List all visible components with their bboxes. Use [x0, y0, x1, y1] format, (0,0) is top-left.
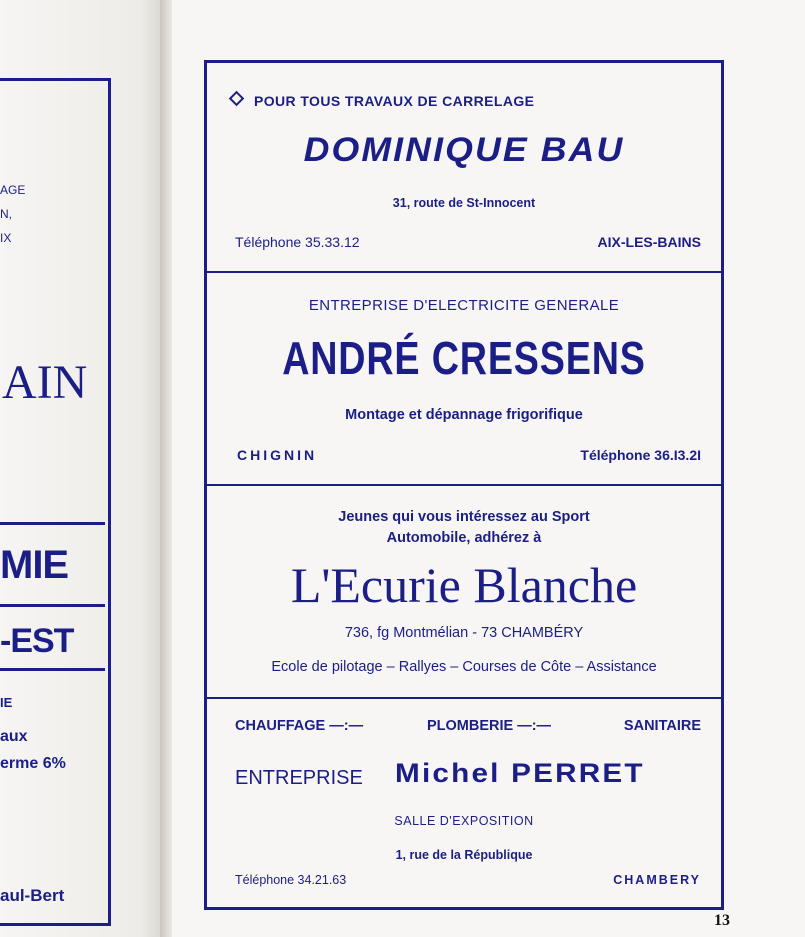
ad4-address: 1, rue de la République [395, 848, 533, 862]
ad4-service: CHAUFFAGE —:— [235, 718, 364, 734]
ad2-heading: ENTREPRISE D'ELECTRICITE GENERALE [308, 297, 620, 314]
left-heading: AIN [2, 356, 88, 409]
ad4-company-name: Michel PERRET [395, 758, 645, 788]
ad1-address: 31, route de St-Innocent [392, 196, 536, 210]
left-divider [0, 604, 105, 607]
left-divider [0, 668, 105, 671]
ad1-heading-text: POUR TOUS TRAVAUX DE CARRELAGE [254, 93, 535, 109]
left-text-line: AGE [0, 183, 26, 197]
left-page [0, 0, 165, 937]
ad2-company-name: ANDRÉ CRESSENS [282, 332, 646, 384]
ad-divider [207, 697, 721, 699]
ad-divider [207, 484, 721, 486]
ad4-phone: Téléphone 34.21.63 [235, 873, 347, 887]
ads-frame [204, 60, 724, 910]
left-text-line: N, [0, 207, 12, 221]
left-text-line: IX [0, 231, 12, 245]
ad3-club-name: L'Ecurie Blanche [290, 557, 638, 613]
left-text-line: aux [0, 728, 28, 745]
ad2-city: CHIGNIN [237, 447, 318, 463]
left-text-line: aul-Bert [0, 886, 65, 905]
ad4-showroom: SALLE D'EXPOSITION [394, 814, 534, 828]
ad2-phone: Téléphone 36.I3.2I [580, 447, 701, 463]
ad2-subtitle: Montage et dépannage frigorifique [345, 407, 583, 423]
page-number: 13 [714, 912, 730, 929]
ad1-city: AIX-LES-BAINS [597, 234, 701, 250]
ad1-company-name: DOMINIQUE BAU [303, 131, 625, 169]
ad3-address: 736, fg Montmélian - 73 CHAMBÉRY [344, 625, 584, 641]
left-page-frame [0, 78, 111, 926]
left-heading: -EST [0, 622, 74, 660]
ad-divider [207, 271, 721, 273]
ad1-heading [231, 93, 534, 109]
ad4-prefix: ENTREPRISE [235, 767, 363, 789]
diamond-icon [229, 91, 245, 107]
ad4-service: PLOMBERIE —:— [427, 718, 552, 734]
ad3-tagline: Jeunes qui vous intéressez au Sport [338, 509, 590, 525]
ad3-activities: Ecole de pilotage – Rallyes – Courses de Côte – Assistance [271, 659, 657, 675]
ad1-phone: Téléphone 35.33.12 [235, 234, 360, 250]
left-divider [0, 522, 105, 525]
left-heading: MIE [0, 543, 69, 587]
ad4-service: SANITAIRE [623, 718, 701, 734]
ad3-tagline: Automobile, adhérez à [386, 530, 542, 546]
left-text-line: erme 6% [0, 755, 66, 772]
ad4-city: CHAMBERY [613, 873, 701, 887]
left-text-line: IE [0, 695, 13, 710]
